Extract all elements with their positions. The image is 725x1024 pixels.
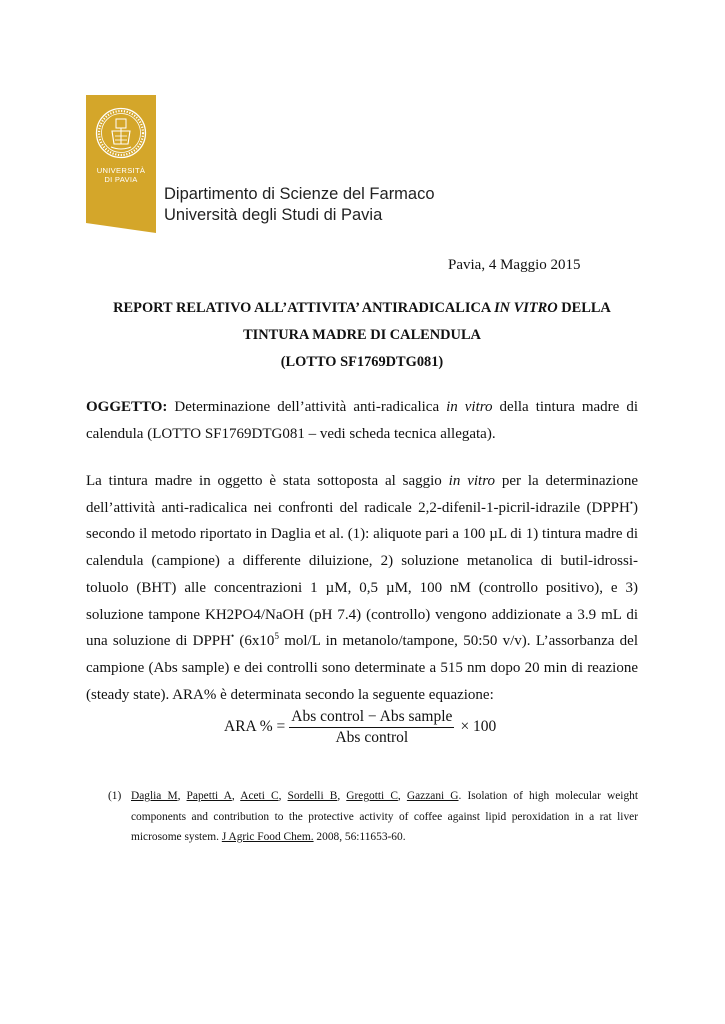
radical-dot: • [629, 497, 633, 508]
reference-title: . Isolation of high molecular weight components and contribution to the protective activity of coffee against lipid peroxidation in a rat liver microsome system. [131, 790, 638, 843]
formula-factor: × 100 [460, 718, 497, 735]
author-separator: , [231, 790, 241, 802]
university-name [86, 166, 156, 184]
formula-lhs: ARA % = [224, 718, 286, 735]
subject-paragraph [86, 394, 638, 448]
subject-text-italic: in vitro [446, 399, 493, 415]
university-seal-icon [95, 107, 147, 159]
reference-author-link[interactable]: Gazzani G [406, 790, 459, 802]
department-name: Dipartimento di Scienze del Farmaco [164, 185, 435, 203]
method-text-italic: in vitro [448, 473, 495, 489]
university-name-line2: DI PAVIA [104, 175, 138, 184]
ara-formula [224, 706, 496, 748]
reference-author-link[interactable]: Daglia M [131, 790, 178, 802]
method-paragraph [86, 468, 638, 708]
title-line2: TINTURA MADRE DI CALENDULA [243, 327, 481, 343]
title-line3: (LOTTO SF1769DTG081) [280, 354, 444, 370]
department-header [164, 184, 435, 226]
subject-text-c: della tintura madre di calendula (LOTTO SF1769DTG081 – vedi scheda tecnica allegata). [86, 399, 638, 442]
document-date: Pavia, 4 Maggio 2015 [448, 257, 581, 273]
university-name-line1: UNIVERSITÀ [96, 166, 146, 175]
title-line1-c: DELLA [557, 300, 611, 316]
method-text-3: ) secondo il metodo riportato in Daglia et al. (1): aliquote pari a 100 µL di 1) tintura madre di calendula (campione) a differente diluizione, 2) soluzione metanolica di butil-idrossi-toluolo (BHT) alle concentrazioni 1 µM, 0,5 µM, 100 nM (controllo positivo), e 3) soluzione tampone KH2PO4/NaOH (pH 7.4) (controllo) vengono addizionate a 3.9 mL di una soluzione di DPPH [86, 499, 638, 650]
radical-dot: • [231, 631, 235, 642]
author-separator: , [177, 790, 187, 802]
subject-text-a: Determinazione dell’attività anti-radicalica [167, 399, 447, 415]
reference-authors [131, 790, 459, 802]
author-separator: , [397, 790, 407, 802]
reference-author-link[interactable]: Gregotti C [346, 790, 398, 802]
reference-number: (1) [108, 790, 122, 802]
method-text-2: per la determinazione dell’attività anti-radicalica nei confronti del radicale 2,2-difenil-1-picril-idrazile (DPPH [86, 473, 638, 516]
method-text-1: La tintura madre in oggetto è stata sottoposta al saggio [86, 473, 449, 489]
reference-text [131, 786, 638, 848]
reference-journal-link[interactable]: J Agric Food Chem. [221, 831, 314, 843]
author-separator: , [278, 790, 288, 802]
formula-fraction [289, 708, 454, 747]
title-line1-a: REPORT RELATIVO ALL’ATTIVITA’ ANTIRADICALICA [113, 300, 495, 316]
title-line1-italic: IN VITRO [494, 300, 558, 316]
reference-item [108, 786, 638, 848]
university-full-name: Università degli Studi di Pavia [164, 206, 383, 224]
method-text-5: mol/L in metanolo/tampone, 50:50 v/v). L’assorbanza del campione (Abs sample) e dei controlli sono determinate a 515 nm dopo 20 min di reazione (steady state). ARA% è determinata secondo la seguente equazione: [86, 633, 639, 703]
university-logo [86, 95, 156, 223]
exponent: 5 [274, 631, 279, 642]
reference-author-link[interactable]: Aceti C [240, 790, 279, 802]
title-line1 [86, 295, 638, 322]
report-title [86, 295, 638, 376]
reference-author-link[interactable]: Papetti A [186, 790, 232, 802]
reference-author-link[interactable]: Sordelli B [287, 790, 338, 802]
method-text-4: (6x10 [234, 633, 275, 650]
formula-denominator: Abs control [335, 728, 409, 746]
formula-numerator: Abs control − Abs sample [289, 708, 454, 728]
reference-tail: 2008, 56:11653-60. [313, 831, 406, 843]
subject-label: OGGETTO: [86, 399, 168, 415]
author-separator: , [337, 790, 347, 802]
